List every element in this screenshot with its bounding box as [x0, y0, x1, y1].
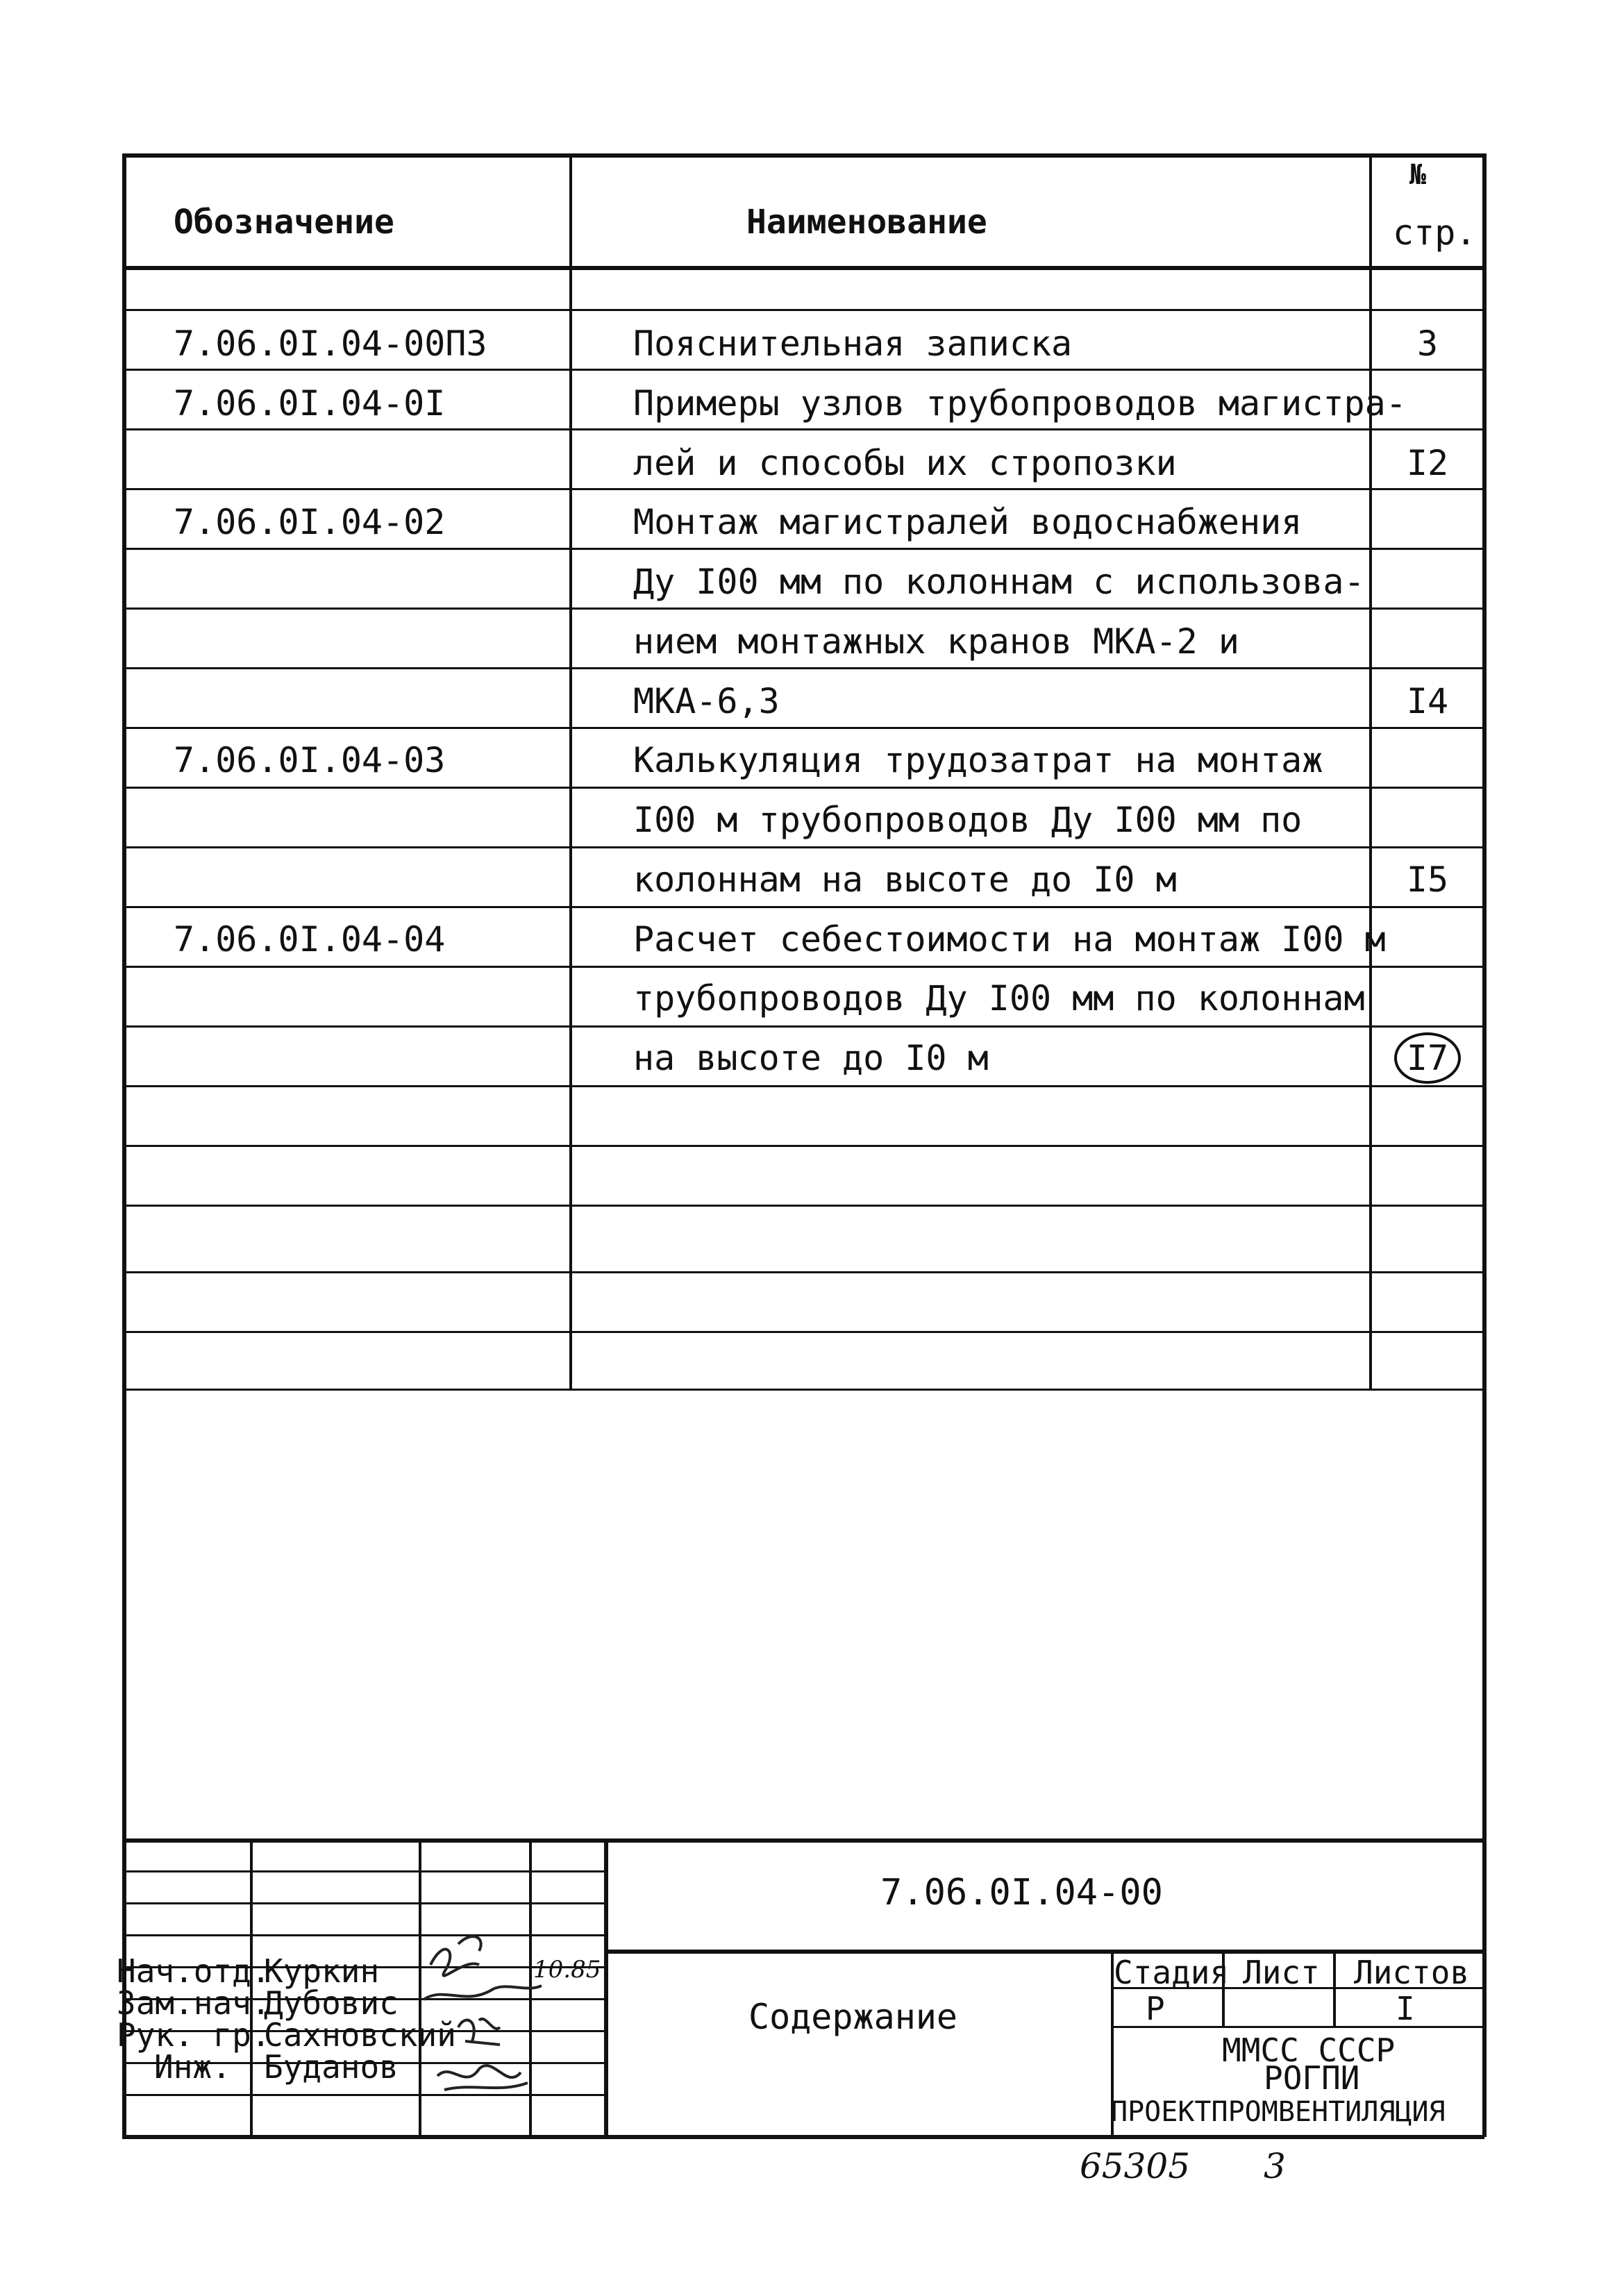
inventory-number: 65305 — [1080, 2146, 1191, 2186]
header-page-label: стр. — [1393, 212, 1477, 253]
row-name: Монтаж магистралей водоснабжения — [633, 502, 1303, 542]
row-divider — [122, 1145, 1484, 1147]
staff-name: Буданов — [264, 2048, 399, 2086]
row-divider — [122, 667, 1484, 669]
org-line-1: ММСС СССР — [1222, 2031, 1396, 2069]
row-divider — [122, 548, 1484, 550]
row-divider — [122, 1331, 1484, 1333]
signatures — [417, 1923, 555, 2131]
row-name: Калькуляция трудозатрат на монтаж — [633, 740, 1323, 780]
row-divider — [122, 607, 1484, 610]
sheet-label: Лист — [1243, 1954, 1320, 1991]
header-page-no: № — [1409, 159, 1427, 191]
staff-role: Нач.отд. — [117, 1952, 271, 1990]
org-line-3: ПРОЕКТПРОМВЕНТИЛЯЦИЯ — [1111, 2096, 1446, 2128]
row-code: 7.06.0I.04-00ПЗ — [174, 324, 487, 364]
doc-code: 7.06.0I.04-00 — [880, 1872, 1163, 1913]
stage-value: Р — [1146, 1990, 1165, 2027]
row-name: Пояснительная записка — [633, 324, 1073, 364]
org-line-2: РОГПИ — [1264, 2059, 1360, 2097]
row-page: I7 — [1372, 1038, 1483, 1078]
row-name: МКА-6,3 — [633, 681, 780, 721]
row-name: Ду I00 мм по колоннам с использова- — [633, 562, 1365, 602]
row-page: I4 — [1406, 681, 1449, 721]
staff-name: Сахновский — [264, 2016, 456, 2054]
row-divider — [122, 906, 1484, 908]
row-page: I5 — [1406, 860, 1449, 900]
row-divider — [122, 309, 1484, 311]
row-name: Расчет себестоимости на монтаж I00 м — [633, 919, 1386, 960]
approval-date: 10.85 — [533, 1956, 601, 1984]
sheets-value: I — [1396, 1990, 1415, 2027]
row-name: нием монтажных кранов МКА-2 и — [633, 621, 1239, 662]
staff-name: Дубовис — [264, 1984, 399, 2022]
row-page: 3 — [1416, 324, 1439, 364]
row-name: лей и способы их стропозки — [633, 443, 1177, 483]
row-code: 7.06.0I.04-04 — [174, 919, 446, 960]
staff-name: Куркин — [264, 1952, 380, 1990]
row-code: 7.06.0I.04-0I — [174, 383, 446, 424]
row-divider — [122, 428, 1484, 430]
row-divider — [122, 1205, 1484, 1207]
row-name: колоннам на высоте до I0 м — [633, 860, 1177, 900]
staff-role: Инж. — [154, 2048, 231, 2086]
stage-label: Стадия — [1114, 1954, 1230, 1991]
footer-sheet-number: 3 — [1264, 2146, 1286, 2186]
row-code: 7.06.0I.04-02 — [174, 502, 446, 542]
row-code: 7.06.0I.04-03 — [174, 740, 446, 780]
row-divider — [122, 966, 1484, 968]
staff-role: Зам.нач. — [117, 1984, 271, 2022]
row-name: Примеры узлов трубопроводов магистра- — [633, 383, 1407, 424]
row-divider — [122, 787, 1484, 789]
row-divider — [122, 488, 1484, 490]
row-divider — [122, 846, 1484, 848]
doc-title: Содержание — [748, 1997, 958, 2037]
row-name: на высоте до I0 м — [633, 1038, 989, 1078]
staff-role: Рук. гр. — [117, 2016, 271, 2054]
row-name: трубопроводов Ду I00 мм по колоннам — [633, 978, 1365, 1019]
row-divider — [122, 1271, 1484, 1273]
row-divider — [122, 727, 1484, 729]
row-name: I00 м трубопроводов Ду I00 мм по — [633, 800, 1303, 840]
sheets-label: Листов — [1354, 1954, 1470, 1991]
row-page: I2 — [1406, 443, 1449, 483]
row-divider — [122, 1025, 1484, 1028]
row-divider — [122, 1085, 1484, 1087]
header-name: Наименование — [746, 203, 987, 242]
header-designation: Обозначение — [174, 203, 394, 242]
row-divider — [122, 369, 1484, 371]
